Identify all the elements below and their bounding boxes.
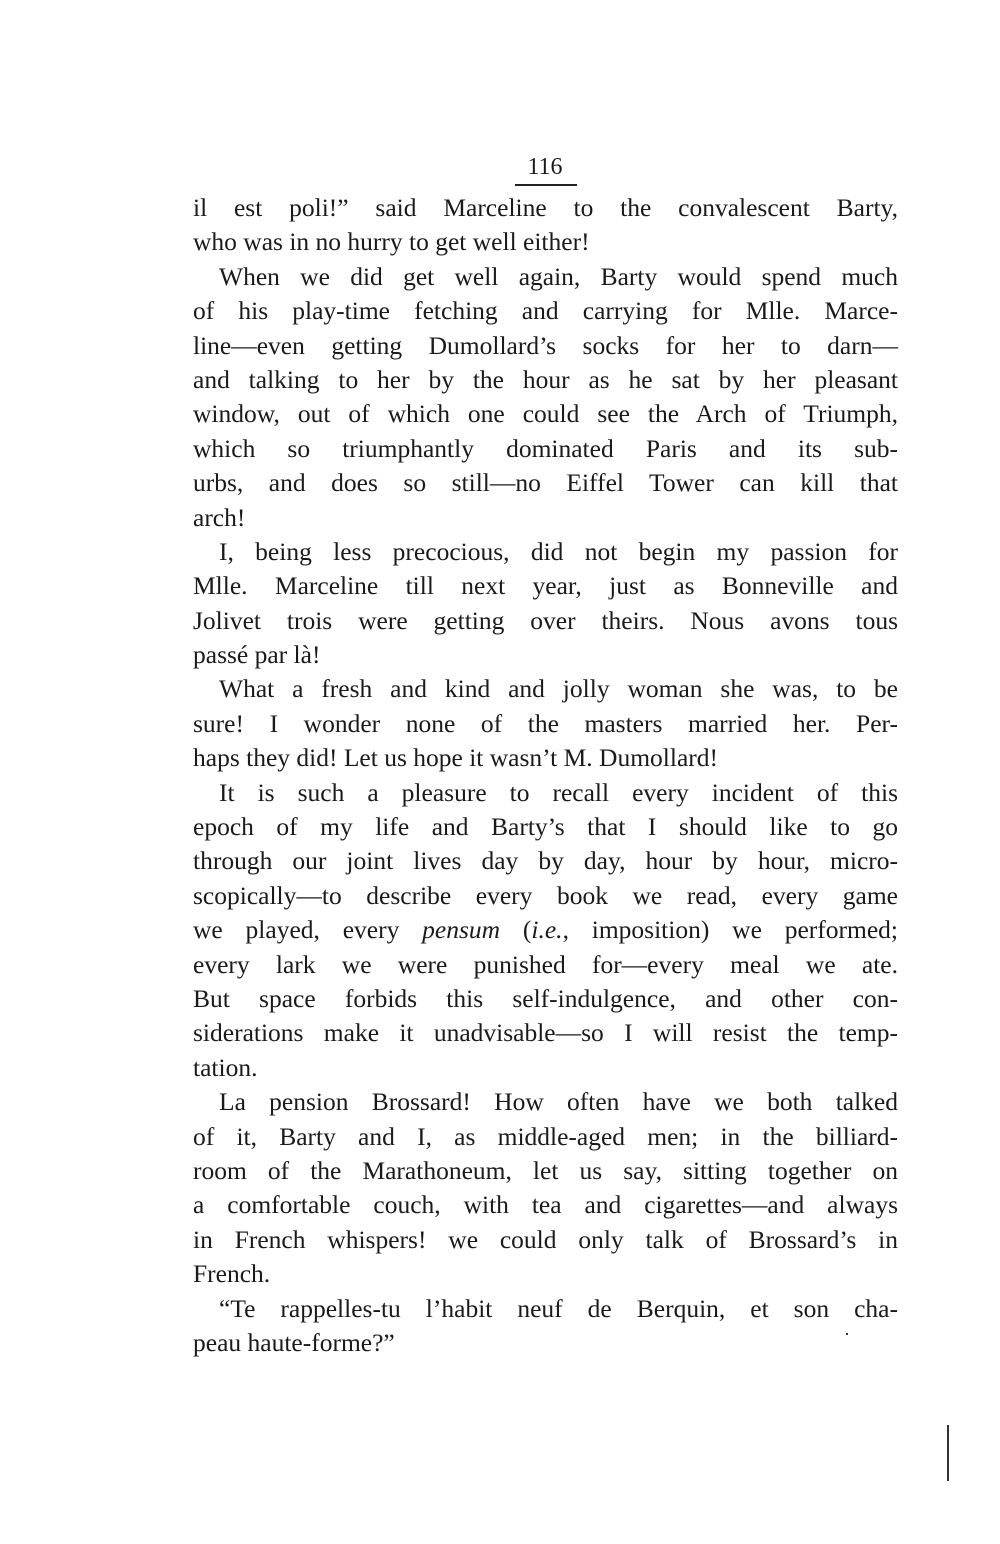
text-line: Mlle. Marceline till next year, just as Bonneville and <box>193 571 898 601</box>
text-line: tation. <box>193 1052 258 1082</box>
text-line: peau haute-forme?” <box>193 1327 395 1357</box>
text-line: window, out of which one could see the Arch of Triumph, <box>193 399 898 429</box>
text-segment: , imposition) we performed; <box>562 915 898 945</box>
text-line: I, being less precocious, did not begin my passion for <box>219 536 898 566</box>
text-line: who was in no hurry to get well either! <box>193 227 590 257</box>
text-line: il est poli!” said Marceline to the convalescent Barty, <box>193 193 898 222</box>
italic-abbreviation: i.e. <box>531 915 563 945</box>
text-line: of it, Barty and I, as middle-aged men; in the billiard- <box>193 1121 898 1151</box>
text-line: and talking to her by the hour as he sat by her pleasant <box>193 364 898 394</box>
text-line: of his play-time fetching and carrying for Mlle. Marce- <box>193 296 898 326</box>
page-number: 116 <box>527 154 563 180</box>
text-line: La pension Brossard! How often have we both talked <box>219 1087 898 1117</box>
text-line: epoch of my life and Barty’s that I should like to go <box>193 812 898 842</box>
text-line: When we did get well again, Barty would spend much <box>219 261 898 291</box>
italic-term: pensum <box>422 915 501 945</box>
text-line: in French whispers! we could only talk of Brossard’s in <box>193 1224 898 1254</box>
text-line: French. <box>193 1259 271 1289</box>
text-line: But space forbids this self-indulgence, and other con- <box>193 983 898 1013</box>
text-line: which so triumphantly dominated Paris and its sub- <box>193 433 898 463</box>
text-line: through our joint lives day by day, hour by hour, micro- <box>193 846 898 876</box>
body-text <box>193 191 898 1360</box>
text-line: a comfortable couch, with tea and cigarettes—and always <box>193 1190 898 1220</box>
text-line: line—even getting Dumollard’s socks for her to darn— <box>193 330 898 360</box>
text-line: Jolivet trois were getting over theirs. Nous avons tous <box>193 605 898 635</box>
text-line: siderations make it unadvisable—so I will resist the temp- <box>193 1018 898 1048</box>
text-segment: we played, every <box>193 915 423 945</box>
text-line: arch! <box>193 502 246 532</box>
text-line: room of the Marathoneum, let us say, sitting together on <box>193 1155 898 1185</box>
text-line: What a fresh and kind and jolly woman she was, to be <box>219 674 898 704</box>
text-line: urbs, and does so still—no Eiffel Tower can kill that <box>193 468 898 498</box>
scan-artifact-mark <box>947 1425 949 1481</box>
text-line: sure! I wonder none of the masters married her. Per- <box>193 708 898 738</box>
page-number-rule <box>515 184 577 186</box>
text-line: scopically—to describe every book we read, every game <box>193 880 898 910</box>
text-line: It is such a pleasure to recall every incident of this <box>219 777 898 807</box>
scan-artifact-dot <box>846 1333 848 1335</box>
text-line <box>193 913 898 947</box>
text-line: passé par là! <box>193 640 321 670</box>
text-segment: ( <box>500 915 532 945</box>
text-line: “Te rappelles-tu l’habit neuf de Berquin, et son cha- <box>219 1293 898 1323</box>
text-line: haps they did! Let us hope it wasn’t M. Dumollard! <box>193 743 719 773</box>
text-line: every lark we were punished for—every meal we ate. <box>193 949 898 979</box>
